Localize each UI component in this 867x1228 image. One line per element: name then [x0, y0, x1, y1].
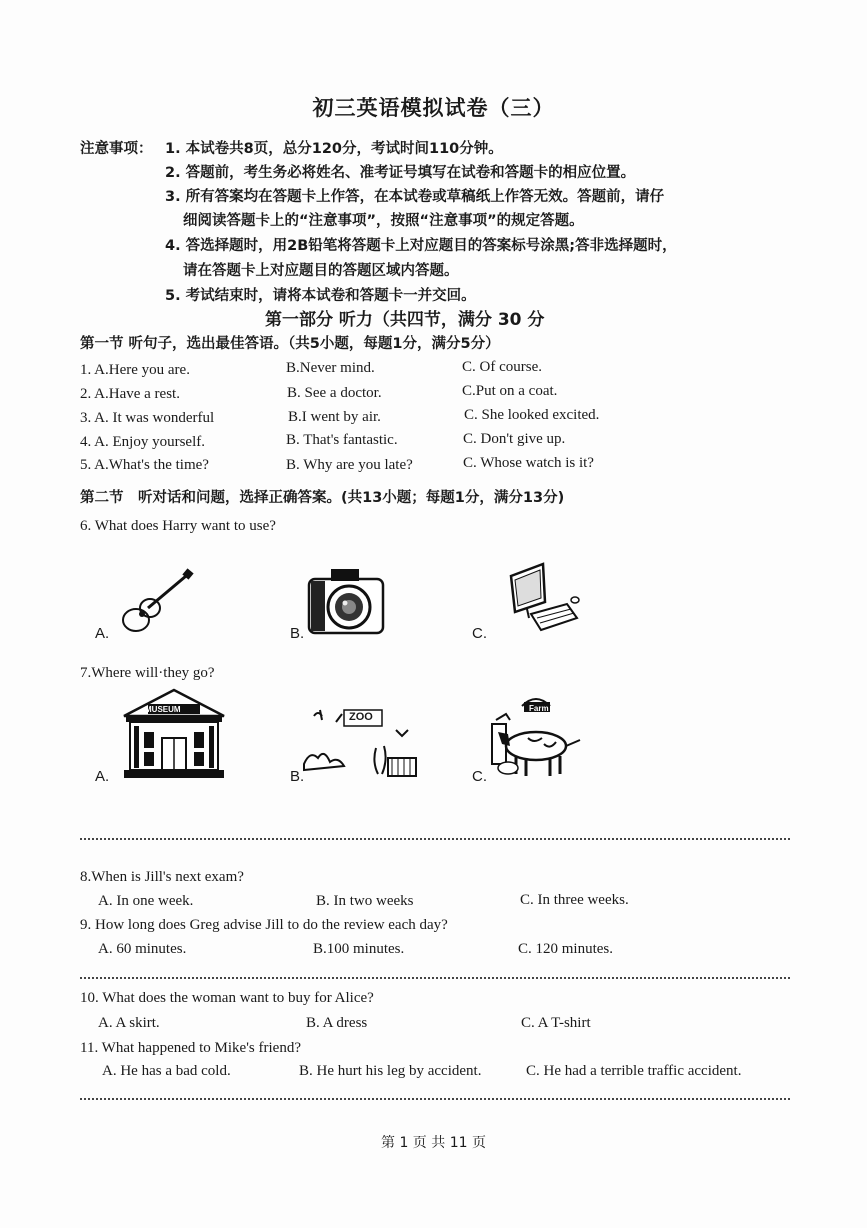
- notice-item-1: 1. 本试卷共8页，总分120分，考试时间110分钟。: [165, 141, 503, 157]
- q7-label-a: A.: [95, 768, 110, 785]
- q2-option-c: C.Put on a coat.: [462, 383, 558, 399]
- q1-option-c: C. Of course.: [462, 359, 542, 375]
- q3-option-c: C. She looked excited.: [464, 407, 600, 423]
- q11-question: 11. What happened to Mike's friend?: [80, 1040, 301, 1056]
- q5-option-a: 5. A.What's the time?: [80, 457, 209, 473]
- q8-question: 8.When is Jill's next exam?: [80, 869, 244, 885]
- q11-option-b: B. He hurt his leg by accident.: [299, 1063, 482, 1079]
- q2-option-a: 2. A.Have a rest.: [80, 386, 180, 402]
- page-title: 初三英语模拟试卷（三）: [312, 96, 555, 120]
- computer-icon: [505, 562, 585, 634]
- q10-option-c: C. A T-shirt: [521, 1015, 591, 1031]
- farm-sign: Farm: [529, 704, 549, 713]
- museum-icon: [120, 688, 228, 780]
- q9-option-c: C. 120 minutes.: [518, 941, 614, 957]
- notice-item-5: 5. 考试结束时，请将本试卷和答题卡一并交回。: [165, 288, 476, 304]
- notice-item-4-cont: 请在答题卡上对应题目的答题区域内答题。: [183, 263, 459, 279]
- q11-option-a: A. He has a bad cold.: [102, 1063, 231, 1079]
- q10-question: 10. What does the woman want to buy for Alice?: [80, 990, 374, 1006]
- q2-option-b: B. See a doctor.: [287, 385, 382, 401]
- divider-1: [80, 838, 790, 840]
- q10-option-b: B. A dress: [306, 1015, 368, 1031]
- section1-title: 第一节 听句子，选出最佳答语。（共5小题，每题1分，满分5分）: [80, 336, 500, 352]
- q4-option-a: 4. A. Enjoy yourself.: [80, 434, 205, 450]
- notice-item-3: 3. 所有答案均在答题卡上作答，在本试卷或草稿纸上作答无效。答题前，请仔: [165, 189, 665, 205]
- q9-option-a: A. 60 minutes.: [98, 941, 187, 957]
- q1-option-a: 1. A.Here you are.: [80, 362, 190, 378]
- q4-option-b: B. That's fantastic.: [286, 432, 398, 448]
- guitar-icon: [110, 568, 200, 640]
- part1-title: 第一部分 听力（共四节，满分 30 分: [265, 310, 545, 330]
- q8-option-c: C. In three weeks.: [520, 892, 629, 908]
- q4-option-c: C. Don't give up.: [463, 431, 566, 447]
- q11-option-c: C. He had a terrible traffic accident.: [526, 1063, 742, 1079]
- q3-option-a: 3. A. It was wonderful: [80, 410, 215, 426]
- camera-icon: [305, 565, 387, 637]
- zoo-sign: ZOO: [349, 711, 373, 723]
- q7-label-b: B.: [290, 768, 305, 785]
- q7-question: 7.Where will·they go?: [80, 665, 215, 681]
- divider-3: [80, 1098, 790, 1100]
- notice-item-3-cont: 细阅读答题卡上的“注意事项”，按照“注意事项”的规定答题。: [183, 213, 584, 229]
- page-footer: 第 1 页 共 11 页: [381, 1135, 486, 1151]
- q9-option-b: B.100 minutes.: [313, 941, 405, 957]
- museum-sign: MUSEUM: [145, 705, 181, 714]
- q9-question: 9. How long does Greg advise Jill to do the review each day?: [80, 917, 448, 933]
- q8-option-b: B. In two weeks: [316, 893, 414, 909]
- section2-title: 第二节 听对话和问题，选择正确答案。(共13小题；每题1分，满分13分): [80, 490, 565, 506]
- divider-2: [80, 977, 790, 979]
- q5-option-b: B. Why are you late?: [286, 457, 413, 473]
- q8-option-a: A. In one week.: [98, 893, 194, 909]
- notice-label: 注意事项：: [80, 141, 153, 157]
- q10-option-a: A. A skirt.: [98, 1015, 160, 1031]
- q6-question: 6. What does Harry want to use?: [80, 518, 276, 534]
- q7-label-c: C.: [472, 768, 487, 785]
- q3-option-b: B.I went by air.: [288, 409, 381, 425]
- q5-option-c: C. Whose watch is it?: [463, 455, 594, 471]
- q6-label-a: A.: [95, 625, 110, 642]
- notice-item-2: 2. 答题前，考生务必将姓名、准考证号填写在试卷和答题卡的相应位置。: [165, 165, 636, 181]
- q6-label-c: C.: [472, 625, 487, 642]
- q1-option-b: B.Never mind.: [286, 360, 375, 376]
- notice-item-4: 4. 答选择题时，用2B铅笔将答题卡上对应题目的答案标号涂黑;答非选择题时，: [165, 238, 677, 254]
- q6-label-b: B.: [290, 625, 305, 642]
